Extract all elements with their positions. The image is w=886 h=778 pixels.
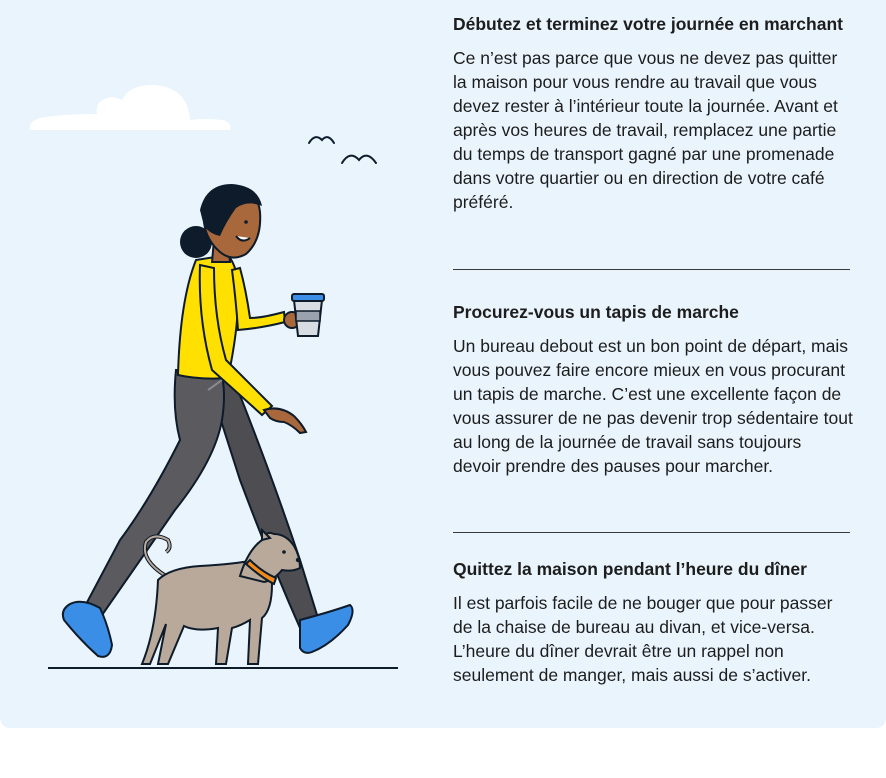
coffee-cup-icon <box>292 294 324 336</box>
section-divider <box>453 532 850 533</box>
arm-with-cup <box>232 268 285 330</box>
walking-woman-with-dog-illustration <box>0 0 440 728</box>
section-divider <box>453 269 850 270</box>
tip-section <box>453 12 853 214</box>
tip-title: Quittez la maison pendant l’heure du dîner <box>453 559 807 579</box>
dog-illustration <box>142 530 300 664</box>
tip-body: Ce n’est pas parce que vous ne devez pas quitter la maison pour vous rendre au travail que vous devez rester à l’intérieur toute la journée. Avant et après vos heures de travail, remplacez une partie du temps de transport gagné par une promenade dans votre quartier ou en direction de votre café préféré. <box>453 48 838 212</box>
tip-section <box>453 300 853 478</box>
woman-head <box>180 184 262 258</box>
tip-body: Il est parfois facile de ne bouger que pour passer de la chaise de bureau au divan, et vice-versa. L’heure du dîner devrait être un rappel non seulement de manger, mais aussi de s’activer. <box>453 593 833 685</box>
cloud-icon <box>30 85 231 130</box>
tip-title: Débutez et terminez votre journée en marchant <box>453 14 843 34</box>
birds-icon <box>309 137 376 163</box>
tip-body: Un bureau debout est un bon point de départ, mais vous pouvez faire encore mieux en vous procurant un tapis de marche. C’est une excellente façon de vous assurer de ne pas devenir trop sédentaire tout au long de la journée de travail sans toujours devoir prendre des pauses pour marcher. <box>453 336 853 476</box>
tip-title: Procurez-vous un tapis de marche <box>453 302 739 322</box>
tip-section <box>453 557 853 687</box>
